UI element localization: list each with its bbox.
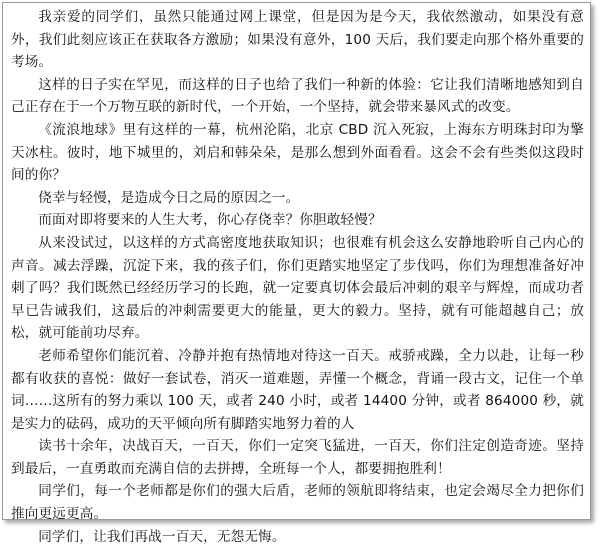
paragraph-decisive-battle: 读书十余年，决战百天，一百天，你们一定突飞猛进，一百天，你们注定创造奇迹。坚持到最后，一直勇敢而充满自信的去拼搏，全班每一个人，都要拥抱胜利！ — [11, 438, 584, 477]
paragraph-final-sprint: 从来没试过，以这样的方式高密度地获取知识；也很难有机会这么安静地聆听自己内心的声音。减去浮躁，沉淀下来，我的孩子们，你们更踏实地坚定了步伐吗，你们为理想准备好冲刺了吗？我们既然已经经历学习的长跑，就一定要真切体会最后冲刺的艰辛与辉煌，而成功者早已告诫我们，这最后的冲刺需要更大的能量，更大的毅力。坚持，就有可能超越自己；放松，就可能前功尽弃。 — [11, 234, 584, 342]
paragraph-hundred-days-effort: 老师希望你们能沉着、冷静并抱有热情地对待这一百天。戒骄戒躁，全力以赴，让每一秒都有收获的喜悦：做好一套试卷，消灭一道难题，弄懂一个概念，背诵一段古文，记住一个单词……这所有的努力乘以 100 天，或者 240 小时，或者 14400 分钟，或者 864000 秒，就是实力的砝码，成功的天平倾向所有脚踏实地努力着的人 — [11, 347, 584, 432]
paragraph-luck-and-neglect: 侥幸与轻慢，是造成今日之局的原因之一。 — [38, 189, 300, 206]
document-frame — [2, 2, 591, 545]
paragraph-big-exam: 而面对即将要来的人生大考，你心存侥幸？你胆敢轻慢？ — [38, 212, 382, 229]
paragraph-wandering-earth: 《流浪地球》里有这样的一幕，杭州沦陷，北京 CBD 沉入死寂，上海东方明珠封印为擎天冰柱。彼时，地下城里的，刘启和韩朵朵，是那么想到外面看看。这会不会有些类似这段时间的你？ — [11, 121, 584, 184]
document-body — [3, 3, 590, 548]
paragraph-teachers-support: 同学们，每一个老师都是你们的强大后盾，老师的领航即将结束，也定会竭尽全力把你们推向更远更高。 — [11, 483, 584, 523]
paragraph-greeting: 我亲爱的同学们，虽然只能通过网上课堂，但是因为是今天，我依然激动，如果没有意外，我们此刻应该正在获取各方激励；如果没有意外，100 天后，我们要走向那个格外重要的考场。 — [11, 9, 584, 71]
paragraph-closing: 同学们，让我们再战一百天，无怨无悔。 — [38, 528, 286, 545]
paragraph-new-era: 这样的日子实在罕见，而这样的日子也给了我们一种新的体验：它让我们清晰地感知到自己正存在于一个万物互联的新时代，一个开始，一个坚持，就会带来暴风式的改变。 — [11, 76, 584, 116]
